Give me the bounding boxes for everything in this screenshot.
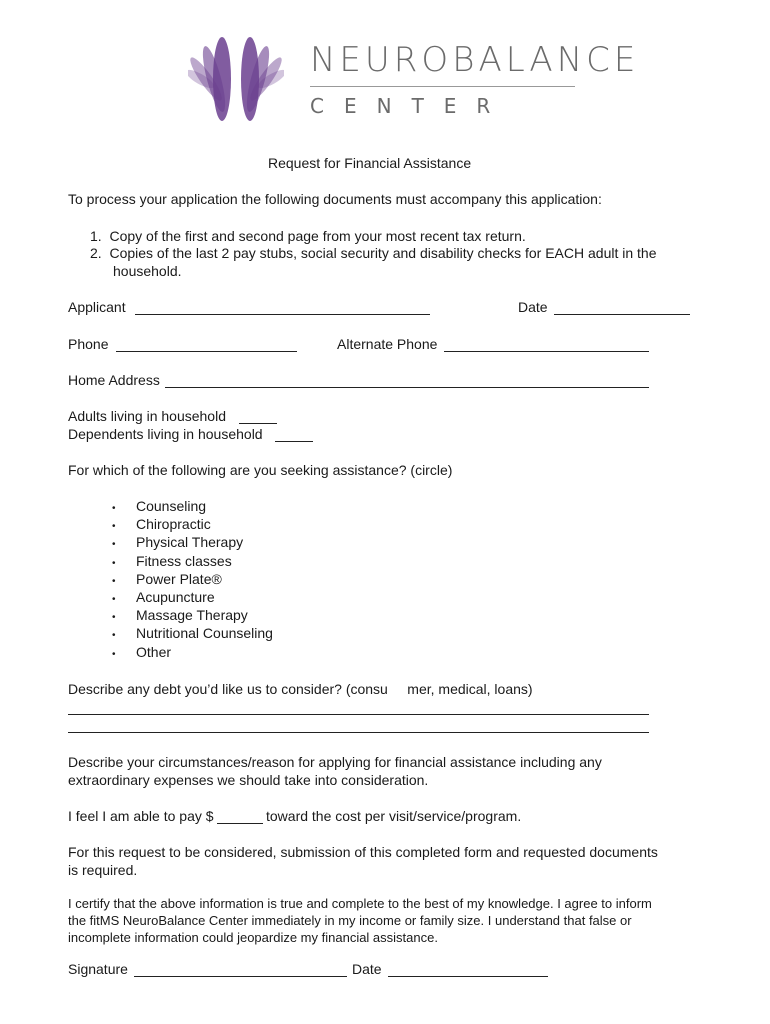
certify-text-line3: incomplete information could jeopardize my financial assistance.	[68, 930, 438, 945]
assistance-question: For which of the following are you seeking assistance? (circle)	[68, 462, 453, 478]
consider-text: For this request to be considered, submission of this completed form and requested documents	[68, 844, 658, 860]
bullet-icon: •	[112, 521, 116, 533]
brand-divider	[310, 86, 575, 87]
signature-field[interactable]	[134, 962, 347, 977]
brand-name: NEUROBALANCE	[310, 40, 640, 80]
requirement-item: 2. Copies of the last 2 pay stubs, social security and disability checks for EACH adult in the	[90, 245, 657, 261]
date-label: Date	[518, 299, 548, 315]
service-item[interactable]: • Nutritional Counseling	[112, 625, 273, 642]
pay-amount-field[interactable]	[217, 809, 263, 824]
phone-field[interactable]	[116, 337, 297, 352]
service-item[interactable]: • Physical Therapy	[112, 534, 244, 551]
brand-logo	[188, 26, 284, 132]
debt-prompt: Describe any debt you’d like us to consider? (consu mer, medical, loans)	[68, 681, 533, 697]
signature-date-field[interactable]	[388, 962, 548, 977]
debt-field-line[interactable]	[68, 720, 649, 733]
bullet-icon: •	[112, 557, 116, 569]
bullet-icon: •	[112, 593, 116, 605]
bullet-icon: •	[112, 575, 116, 587]
alt-phone-label: Alternate Phone	[337, 336, 438, 352]
circumstances-prompt-line2: extraordinary expenses we should take into consideration.	[68, 772, 429, 788]
pay-suffix: toward the cost per visit/service/program.	[266, 808, 522, 824]
alt-phone-field[interactable]	[444, 337, 649, 352]
bullet-icon: •	[112, 648, 116, 660]
bullet-icon: •	[112, 503, 116, 514]
certify-text-line2: the fitMS NeuroBalance Center immediately in my income or family size. I understand that false or	[68, 913, 632, 928]
signature-date-label: Date	[352, 961, 382, 977]
service-item[interactable]: • Power Plate®	[112, 570, 222, 587]
address-field[interactable]	[165, 373, 649, 388]
service-item[interactable]: • Massage Therapy	[112, 607, 248, 624]
form-title: Request for Financial Assistance	[268, 155, 472, 171]
bullet-icon: •	[112, 630, 116, 642]
circumstances-prompt: Describe your circumstances/reason for applying for financial assistance including any	[68, 754, 602, 770]
applicant-field[interactable]	[135, 300, 430, 315]
service-item[interactable]: • Acupuncture	[112, 588, 215, 605]
lotus-logo-icon	[188, 26, 284, 132]
adults-label: Adults living in household	[68, 408, 226, 424]
consider-text-line2: is required.	[68, 862, 138, 878]
requirement-item-continued: household.	[113, 263, 182, 279]
address-label: Home Address	[68, 372, 160, 388]
bullet-icon: •	[112, 539, 116, 551]
applicant-label: Applicant	[68, 299, 126, 315]
dependents-label: Dependents living in household	[68, 426, 263, 442]
debt-field-line[interactable]	[68, 702, 649, 715]
signature-label: Signature	[68, 961, 128, 977]
services-list	[112, 498, 273, 662]
pay-prefix: I feel I am able to pay $	[68, 808, 214, 824]
service-item[interactable]: • Other	[112, 643, 172, 660]
date-field[interactable]	[554, 300, 690, 315]
adults-field[interactable]	[239, 409, 277, 424]
certify-text: I certify that the above information is true and complete to the best of my knowledge. I agree to inform	[68, 896, 652, 911]
service-item[interactable]: • Chiropractic	[112, 516, 211, 533]
intro-text: To process your application the following documents must accompany this application:	[68, 191, 602, 207]
requirement-item: 1. Copy of the first and second page from your most recent tax return.	[90, 228, 526, 244]
brand-subtitle: CENTER	[310, 94, 511, 118]
bullet-icon: •	[112, 612, 116, 624]
phone-label: Phone	[68, 336, 109, 352]
service-item[interactable]: • Counseling	[112, 498, 207, 514]
dependents-field[interactable]	[275, 427, 313, 442]
service-item[interactable]: • Fitness classes	[112, 552, 232, 569]
